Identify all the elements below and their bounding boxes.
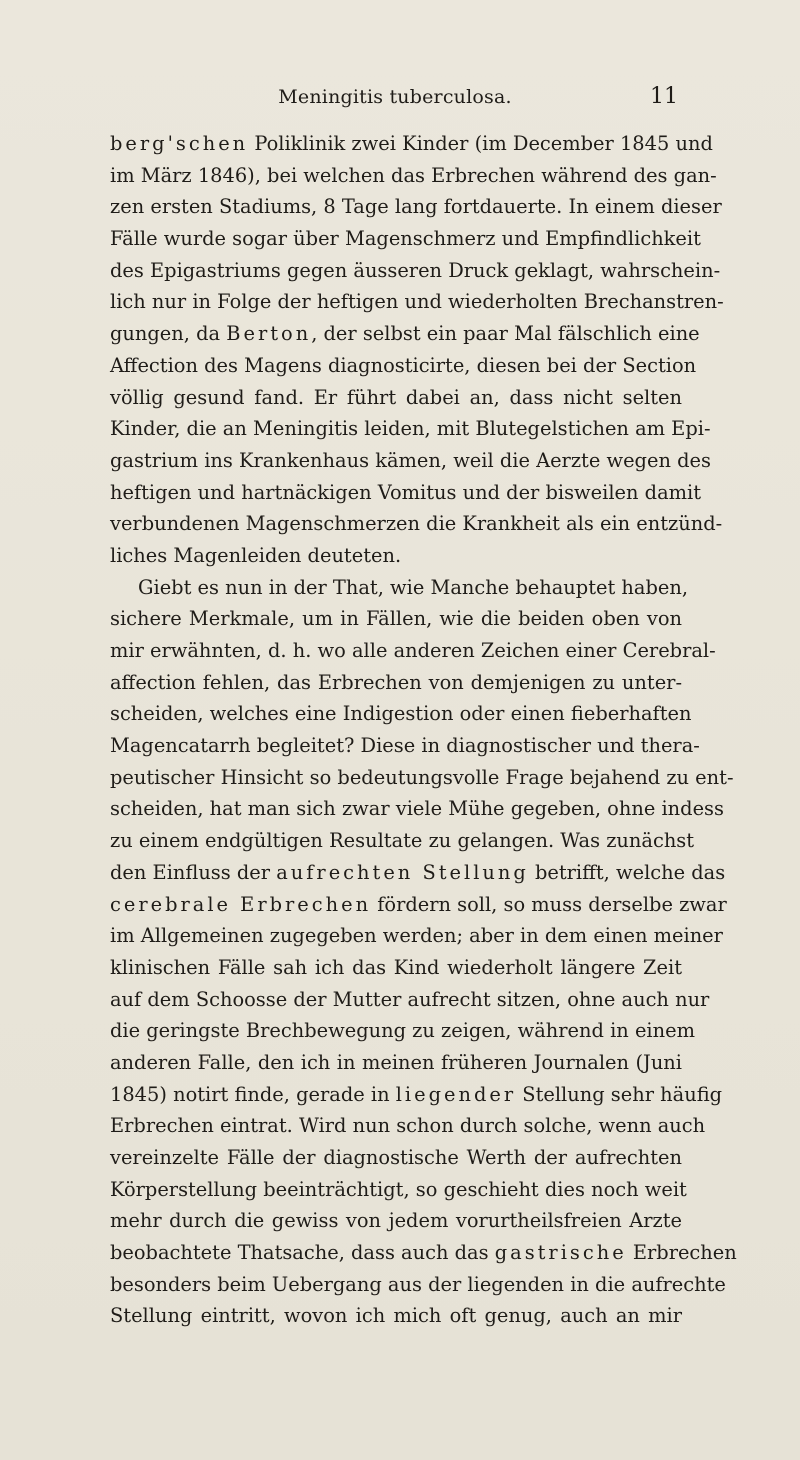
spaced-emphasis: cerebrale Erbrechen [110, 892, 372, 916]
text-line [110, 1205, 682, 1237]
text-run: Giebt es nun in der That, wie Manche behauptet haben, [138, 575, 689, 599]
text-run: scheiden, welches eine Indigestion oder einen fieberhaften [110, 702, 692, 726]
text-run: Magencatarrh begleitet? Diese in diagnostischer und thera- [110, 734, 700, 758]
text-line [110, 920, 723, 952]
text-line [110, 255, 721, 287]
text-line [110, 286, 724, 318]
text-run: des Epigastriums gegen äusseren Druck geklagt, wahrschein- [110, 258, 721, 282]
text-line [110, 762, 734, 794]
text-line [110, 223, 701, 255]
spaced-emphasis: aufrechten Stellung [276, 860, 529, 884]
text-line [110, 952, 682, 984]
text-run: klinischen Fälle sah ich das Kind wiederholt längere Zeit [110, 955, 682, 979]
text-line [110, 1269, 726, 1301]
text-line [110, 698, 692, 730]
text-line [110, 572, 689, 604]
spaced-emphasis: liegender [395, 1082, 517, 1106]
text-line [110, 667, 682, 699]
text-run: liches Magenleiden deuteten. [110, 543, 402, 567]
text-run: Affection des Magens diagnosticirte, diesen bei der Section [110, 353, 697, 377]
text-run: Poliklinik zwei Kinder (im December 1845 und [248, 132, 713, 155]
text-run: den Einfluss der [110, 860, 277, 884]
text-run: Körperstellung beeinträchtigt, so geschieht dies noch weit [110, 1177, 687, 1201]
text-line [110, 793, 724, 825]
text-run: mehr durch die gewiss von jedem vorurtheilsfreien Arzte [110, 1209, 682, 1233]
running-title: Meningitis tuberculosa. [278, 86, 512, 108]
text-line [110, 635, 716, 667]
text-line [110, 413, 711, 445]
text-run: Stellung sehr häufig [516, 1082, 723, 1106]
text-run: vereinzelte Fälle der diagnostische Werth der aufrechten [110, 1146, 682, 1169]
text-run: lich nur in Folge der heftigen und wiederholten Brechanstren- [110, 290, 724, 314]
text-run: sichere Merkmale, um in Fällen, wie die beiden oben von [110, 607, 682, 631]
text-run: mir erwähnten, d. h. wo alle anderen Zeichen einer Cerebral- [110, 639, 716, 662]
text-run: die geringste Brechbewegung zu zeigen, während in einem [110, 1019, 695, 1043]
text-run: anderen Falle, den ich in meinen früheren Journalen (Juni [110, 1050, 682, 1074]
text-line [110, 889, 727, 921]
text-run: gastrium ins Krankenhaus kämen, weil die Aerzte wegen des [110, 448, 711, 472]
text-line [110, 540, 682, 572]
spaced-emphasis: gastrische [494, 1241, 627, 1265]
text-line [110, 508, 723, 540]
text-line [110, 191, 722, 223]
text-line [110, 984, 710, 1016]
text-line [110, 477, 702, 509]
text-line [110, 382, 682, 414]
text-run: auf dem Schoosse der Mutter aufrecht sitzen, ohne auch nur [110, 987, 710, 1011]
text-run: scheiden, hat man sich zwar viele Mühe gegeben, ohne indess [110, 797, 724, 821]
text-run: im Allgemeinen zugegeben werden; aber in dem einen meiner [110, 924, 723, 948]
text-line [110, 730, 700, 762]
text-line [110, 1047, 682, 1079]
text-line [110, 318, 700, 350]
text-run: zen ersten Stadiums, 8 Tage lang fortdauerte. In einem dieser [110, 195, 722, 219]
page-number: 11 [650, 84, 678, 109]
text-run: zu einem endgültigen Resultate zu gelangen. Was zunächst [110, 829, 695, 853]
text-run: Stellung eintritt, wovon ich mich oft genug, auch an mir [110, 1304, 682, 1328]
text-run: Fälle wurde sogar über Magenschmerz und Empfindlichkeit [110, 227, 701, 251]
text-run: Erbrechen [626, 1241, 737, 1265]
text-run: betrifft, welche das [528, 860, 726, 884]
text-line [110, 603, 682, 635]
text-run: beobachtete Thatsache, dass auch das [110, 1241, 495, 1265]
text-line [110, 825, 695, 857]
text-run: 1845) notirt finde, gerade in [110, 1082, 396, 1106]
text-run: heftigen und hartnäckigen Vomitus und der bisweilen damit [110, 480, 702, 504]
text-run: Kinder, die an Meningitis leiden, mit Blutegelstichen am Epi- [110, 417, 711, 441]
text-run: fördern soll, so muss derselbe zwar [371, 892, 727, 916]
spaced-emphasis: berg'schen [110, 132, 249, 155]
text-run: Erbrechen eintrat. Wird nun schon durch solche, wenn auch [110, 1114, 706, 1138]
body-text [110, 128, 737, 1332]
text-line [110, 160, 717, 192]
text-run: peutischer Hinsicht so bedeutungsvolle Frage bejahend zu ent- [110, 765, 734, 789]
text-line [110, 857, 726, 889]
text-run: verbundenen Magenschmerzen die Krankheit als ein entzünd- [110, 512, 723, 536]
text-run: , der selbst ein paar Mal fälschlich eine [311, 322, 700, 346]
text-line [110, 1237, 737, 1269]
text-line [110, 1300, 682, 1332]
text-run: völlig gesund fand. Er führt dabei an, dass nicht selten [110, 385, 682, 409]
text-run: im März 1846), bei welchen das Erbrechen während des gan- [110, 163, 717, 187]
text-line [110, 128, 713, 160]
running-head [110, 84, 680, 114]
text-line [110, 1079, 723, 1111]
text-line [110, 350, 697, 382]
text-run: besonders beim Uebergang aus der liegenden in die aufrechte [110, 1272, 726, 1296]
spaced-emphasis: Berton [226, 322, 312, 346]
text-run: affection fehlen, das Erbrechen von demjenigen zu unter- [110, 670, 682, 694]
text-line [110, 1142, 682, 1174]
text-line [110, 1110, 706, 1142]
text-run: gungen, da [110, 322, 227, 346]
text-line [110, 1015, 695, 1047]
text-line [110, 445, 711, 477]
text-line [110, 1174, 687, 1206]
